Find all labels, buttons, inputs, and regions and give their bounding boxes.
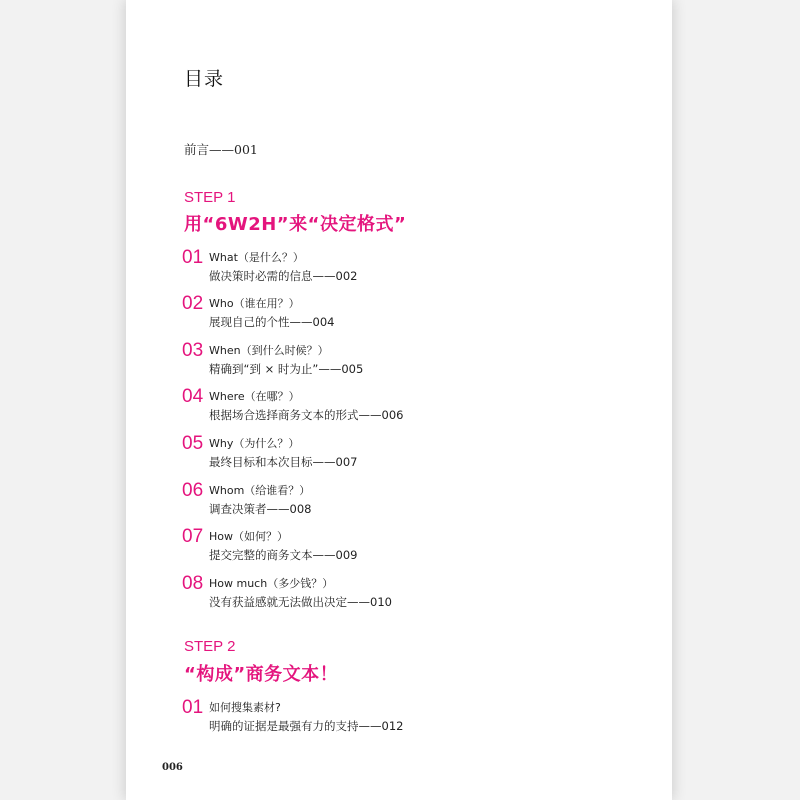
- entry-heading: Who（谁在用？）: [209, 297, 300, 310]
- entry-heading: How much（多少钱？）: [209, 577, 334, 590]
- entry-number: 07: [182, 526, 204, 547]
- entry-subtitle: 精确到“到 × 时为止”——005: [209, 362, 364, 376]
- entry-subtitle: 展现自己的个性——004: [209, 315, 335, 329]
- book-page: [126, 0, 672, 800]
- entry-number: 04: [182, 386, 204, 407]
- entry-heading: Why（为什么？）: [209, 437, 300, 450]
- entry-number: 02: [182, 293, 204, 314]
- entry-heading: What（是什么？）: [209, 251, 304, 264]
- entry-subtitle: 调查决策者——008: [209, 502, 312, 516]
- entry-number: 06: [182, 480, 204, 501]
- entry-subtitle: 根据场合选择商务文本的形式——006: [209, 408, 404, 422]
- entry-subtitle: 明确的证据是最强有力的支持——012: [209, 719, 404, 733]
- entry-subtitle: 做决策时必需的信息——002: [209, 269, 358, 283]
- entry-subtitle: 没有获益感就无法做出决定——010: [209, 595, 392, 609]
- step-1-label: STEP 1: [184, 189, 236, 206]
- entry-number: 08: [182, 573, 204, 594]
- entry-number: 03: [182, 340, 204, 361]
- entry-heading: Where（在哪？）: [209, 390, 300, 403]
- step-1-title: 用“6W2H”来“决定格式”: [184, 214, 407, 235]
- entry-subtitle: 提交完整的商务文本——009: [209, 548, 358, 562]
- page-title: 目录: [184, 68, 225, 90]
- entry-heading: How（如何？）: [209, 530, 288, 543]
- entry-number: 01: [182, 697, 204, 718]
- step-2-title: “构成”商务文本！: [184, 664, 339, 685]
- entry-number: 05: [182, 433, 204, 454]
- preface-entry: 前言——001: [184, 142, 258, 157]
- entry-heading: When（到什么时候？）: [209, 344, 329, 357]
- entry-subtitle: 最终目标和本次目标——007: [209, 455, 358, 469]
- step-2-label: STEP 2: [184, 638, 236, 655]
- entry-heading: Whom（给谁看？）: [209, 484, 311, 497]
- entry-heading: 如何搜集素材?: [209, 701, 281, 714]
- page-number: 006: [162, 762, 183, 773]
- entry-number: 01: [182, 247, 204, 268]
